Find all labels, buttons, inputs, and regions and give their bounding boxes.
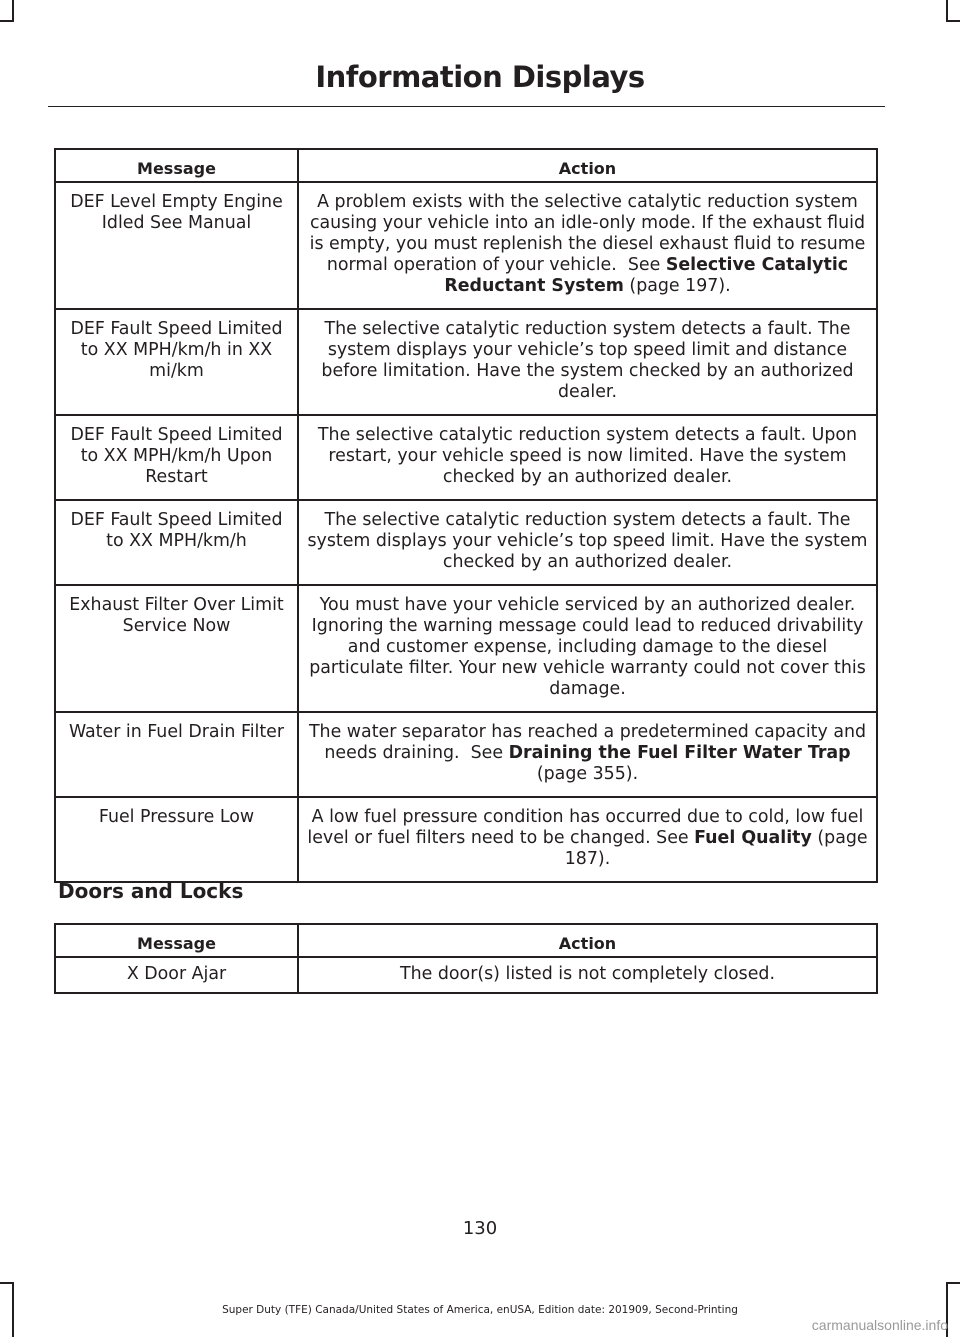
message-cell: DEF Fault Speed Limited to XX MPH/km/h Upon Restart [55, 415, 298, 500]
message-cell: DEF Fault Speed Limited to XX MPH/km/h [55, 500, 298, 585]
action-cell: The door(s) listed is not completely closed. [298, 957, 877, 993]
table-row [55, 500, 877, 585]
cross-reference-link[interactable]: Selective Catalytic Reductant System [444, 255, 849, 296]
cross-reference-link[interactable]: Fuel Quality [694, 828, 812, 848]
action-text: A low fuel pressure condition has occurred due to cold, low fuel level or fuel filters need to be changed. [307, 807, 864, 848]
doors-locks-table [54, 923, 878, 994]
table-header-row [55, 149, 877, 182]
table-row [55, 182, 877, 309]
messages-table [54, 148, 878, 883]
table-row [55, 712, 877, 797]
table-row [55, 797, 877, 882]
column-header-action: Action [298, 924, 877, 957]
see-prefix: See [627, 255, 661, 275]
action-cell: You must have your vehicle serviced by an authorized dealer. Ignoring the warning message could lead to reduced drivability and customer expense, including damage to the diesel particulate filter. Your new vehicle warranty could not cover this damage. [298, 585, 877, 712]
page-number: 130 [462, 1218, 498, 1239]
crop-mark [12, 0, 14, 22]
see-prefix: See [656, 828, 689, 848]
crop-mark [0, 20, 14, 22]
column-header-action: Action [298, 149, 877, 182]
watermark: carmanualsonline.info [811, 1317, 948, 1333]
crop-mark [946, 20, 960, 22]
cross-reference-link[interactable]: Draining the Fuel Filter Water Trap [508, 743, 851, 763]
footer-edition-text: Super Duty (TFE) Canada/United States of America, enUSA, Edition date: 201909, Second-Printing [222, 1304, 738, 1316]
crop-mark [946, 0, 948, 22]
table-row [55, 415, 877, 500]
action-cell: The selective catalytic reduction system detects a fault. The system displays your vehicle’s top speed limit and distance before limitation. Have the system checked by an authorized dealer. [298, 309, 877, 415]
see-prefix: See [470, 743, 504, 763]
action-text: The water separator has reached a predetermined capacity and needs draining. [308, 722, 867, 763]
message-cell: Fuel Pressure Low [55, 797, 298, 882]
page-reference: (page 187). [564, 828, 868, 869]
action-cell [298, 712, 877, 797]
crop-mark [0, 1282, 14, 1284]
message-cell: Water in Fuel Drain Filter [55, 712, 298, 797]
page-reference: (page 355). [536, 764, 639, 784]
column-header-message: Message [55, 149, 298, 182]
message-cell: X Door Ajar [55, 957, 298, 993]
message-cell: Exhaust Filter Over Limit Service Now [55, 585, 298, 712]
message-cell: DEF Level Empty Engine Idled See Manual [55, 182, 298, 309]
page-reference: (page 197). [629, 276, 731, 296]
action-cell: The selective catalytic reduction system detects a fault. The system displays your vehicle’s top speed limit. Have the system checked by an authorized dealer. [298, 500, 877, 585]
section-heading: Doors and Locks [58, 879, 244, 903]
action-cell [298, 797, 877, 882]
title-divider [48, 106, 885, 107]
page-title: Information Displays [315, 60, 645, 94]
message-cell: DEF Fault Speed Limited to XX MPH/km/h in XX mi/km [55, 309, 298, 415]
action-text: A problem exists with the selective catalytic reduction system causing your vehicle into an idle-only mode. If the exhaust fluid is empty, you must replenish the diesel exhaust fluid to resume normal operation of your vehicle. [309, 192, 866, 275]
action-cell [298, 182, 877, 309]
table-row [55, 585, 877, 712]
column-header-message: Message [55, 924, 298, 957]
table-row [55, 309, 877, 415]
crop-mark [946, 1282, 960, 1284]
table-header-row [55, 924, 877, 957]
action-cell: The selective catalytic reduction system detects a fault. Upon restart, your vehicle speed is now limited. Have the system checked by an authorized dealer. [298, 415, 877, 500]
table-row [55, 957, 877, 993]
